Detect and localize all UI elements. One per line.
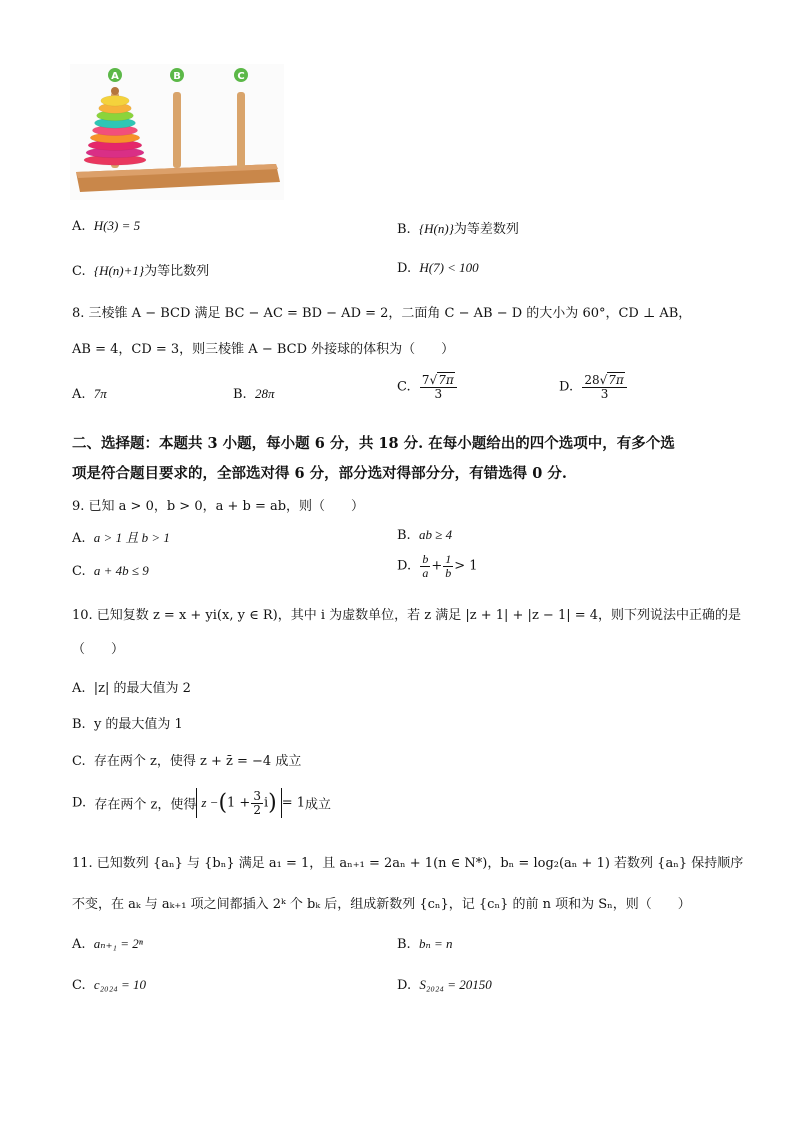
q10-stem-line1: 10. 已知复数 z = x + yi(x, y ∈ R)，其中 i 为虚数单位，若 z 满足 |z + 1| + |z − 1| = 4，则下列说法中正确的是 xyxy=(72,608,742,623)
q10-option-d[interactable]: D. 存在两个 z，使得 z −(1 + $\frac{3}{2}$ i) = 1成立 xyxy=(72,789,332,817)
q11-option-c[interactable]: C. c₂₀₂₄ = 10 xyxy=(72,977,147,993)
q7-option-d[interactable]: D. H(7) < 100 xyxy=(397,260,479,276)
q9-d-fraction2: $\frac{1}{b}$ xyxy=(445,552,452,580)
q9-d-fraction1: $\frac{b}{a}$ xyxy=(422,552,429,580)
q11-stem-line2: 不变，在 aₖ 与 aₖ₊₁ 项之间都插入 2ᵏ 个 bₖ 后，组成新数列 {cₙ}，记 {cₙ} 的前 n 项和为 Sₙ，则（ ） xyxy=(72,897,691,912)
peg-label-a: A xyxy=(111,71,119,82)
q10-d-modulus: z −(1 + $\frac{3}{2}$ i) xyxy=(196,788,281,818)
q8-stem-line2: AB = 4，CD = 3，则三棱锥 A − BCD 外接球的体积为（ ） xyxy=(72,342,455,357)
q10-d-fraction: $\frac{3}{2}$ xyxy=(253,789,261,817)
ring-9 xyxy=(101,96,129,106)
section2-heading-line1: 二、选择题：本题共 3 小题，每小题 6 分，共 18 分. 在每小题给出的四个选项中，有多个选 xyxy=(72,435,675,452)
q7-option-c[interactable]: C. {H(n)+1}为等比数列 xyxy=(72,263,210,279)
section2-heading-line2: 项是符合题目要求的，全部选对得 6 分，部分选对得部分分，有错选得 0 分. xyxy=(72,465,567,482)
q11-option-b[interactable]: B. bₙ = n xyxy=(397,936,453,952)
q8-c-fraction: $\frac{7√7\pi}{3}$ xyxy=(420,374,457,400)
q8-option-b[interactable]: B. 28π xyxy=(233,386,275,402)
q9-option-c[interactable]: C. a + 4b ≤ 9 xyxy=(72,563,149,579)
q9-option-a[interactable]: A. a > 1 且 b > 1 xyxy=(72,530,170,546)
q10-option-b[interactable]: B. y 的最大值为 1 xyxy=(72,717,183,732)
q11-stem-line1: 11. 已知数列 {aₙ} 与 {bₙ} 满足 a₁ = 1，且 aₙ₊₁ = 2aₙ + 1(n ∈ N*)，bₙ = log₂(aₙ + 1) 若数列 {aₙ} 保持顺序 xyxy=(72,856,744,871)
q10-option-a[interactable]: A. |z| 的最大值为 2 xyxy=(72,681,191,696)
q8-option-c[interactable]: C. $\frac{7√7\pi}{3}$ xyxy=(397,374,458,400)
q11-option-d[interactable]: D. S₂₀₂₄ = 20150 xyxy=(397,977,492,993)
q8-d-fraction: $\frac{28√7\pi}{3}$ xyxy=(582,374,626,400)
peg-c xyxy=(237,92,245,168)
q8-stem-line1: 8. 三棱锥 A − BCD 满足 BC − AC = BD − AD = 2，二面角 C − AB − D 的大小为 60°，CD ⊥ AB， xyxy=(72,306,692,321)
q10-option-c[interactable]: C. 存在两个 z，使得 z + z̄ = −4 成立 xyxy=(72,754,302,769)
hanoi-figure xyxy=(70,64,284,200)
q8-option-d[interactable]: D. $\frac{28√7\pi}{3}$ xyxy=(559,374,628,400)
q9-option-d[interactable]: D. $\frac{b}{a}$ + $\frac{1}{b}$ > 1 xyxy=(397,552,478,580)
q8-option-a[interactable]: A. 7π xyxy=(72,386,107,402)
q10-stem-line2: （ ） xyxy=(72,642,125,657)
q7-option-a[interactable]: A. H(3) = 5 xyxy=(72,218,141,234)
q11-option-a[interactable]: A. aₙ₊₁ = 2ⁿ xyxy=(72,936,143,952)
peg-a-knob xyxy=(111,87,119,95)
q9-stem: 9. 已知 a > 0，b > 0，a + b = ab，则（ ） xyxy=(72,499,365,514)
peg-label-b: B xyxy=(173,71,181,82)
q7-option-b[interactable]: B. {H(n)}为等差数列 xyxy=(397,221,519,237)
hanoi-illustration xyxy=(70,64,284,200)
peg-label-c: C xyxy=(237,71,245,82)
peg-b xyxy=(173,92,181,168)
q9-option-b[interactable]: B. ab ≥ 4 xyxy=(397,527,453,543)
